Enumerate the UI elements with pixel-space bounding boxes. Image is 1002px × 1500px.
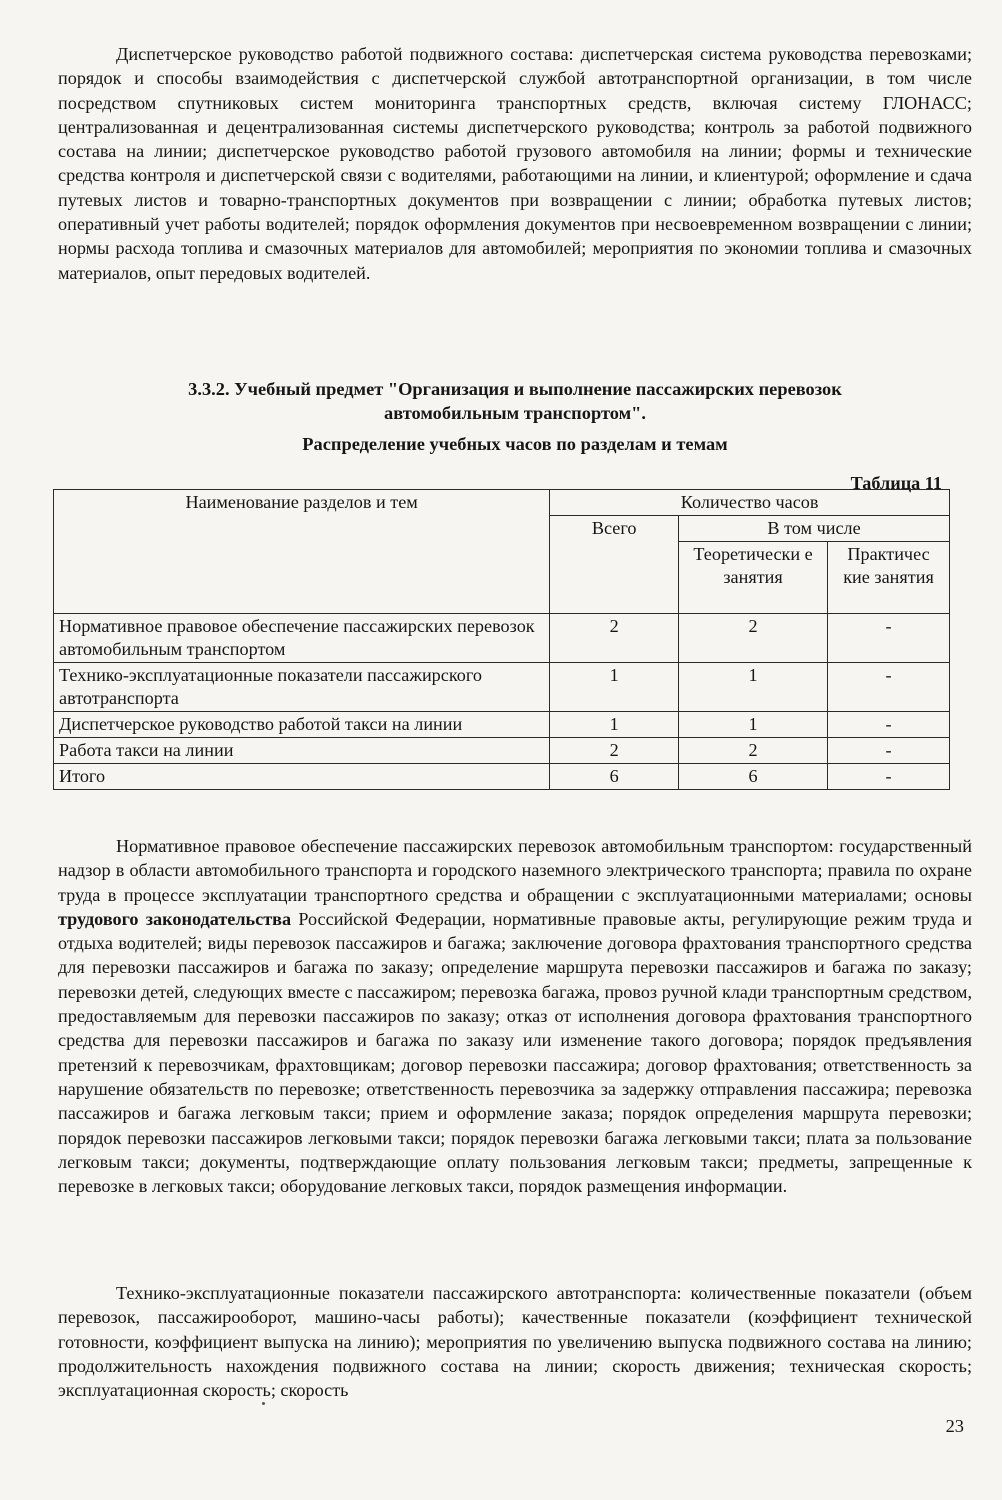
row-name: Итого xyxy=(54,764,550,790)
section-heading-line-1: 3.3.2. Учебный предмет "Организация и выполнение пассажирских перевозок xyxy=(188,379,842,399)
row-name: Технико-эксплуатационные показатели пассажирского автотранспорта xyxy=(54,663,550,712)
table-row xyxy=(54,712,950,738)
row-total: 6 xyxy=(550,764,679,790)
row-total: 2 xyxy=(550,614,679,663)
row-name: Нормативное правовое обеспечение пассажирских перевозок автомобильным транспортом xyxy=(54,614,550,663)
hours-table xyxy=(53,489,950,790)
table-row-total xyxy=(54,764,950,790)
row-theory: 2 xyxy=(679,614,828,663)
header-name: Наименование разделов и тем xyxy=(54,490,550,614)
table-heading: Распределение учебных часов по разделам и темам xyxy=(302,434,728,454)
header-theory: Теоретически е занятия xyxy=(679,542,828,614)
table-row xyxy=(54,614,950,663)
row-total: 2 xyxy=(550,738,679,764)
row-total: 1 xyxy=(550,663,679,712)
row-name: Диспетчерское руководство работой такси на линии xyxy=(54,712,550,738)
paragraph-legal-part-2: Российской Федерации, нормативные правовые акты, регулирующие режим труда и отдыха водителей; виды перевозок пассажиров и багажа; заключение договора фрахтования транспортного средства для перевозки пассажиров и багажа по заказу; определение маршрута перевозки пассажиров и багажа по заказу; перевозки детей, следующих вместе с пассажиром; перевозка багажа, провоз ручной клади транспортным средством, предоставляемым для перевозки пассажиров по заказу; отказ от исполнения договора фрахтования транспортного средства для перевозки пассажиров и багажа по заказу или изменение такого договора; порядок предъявления претензий к перевозчикам, фрахтовщикам; договор перевозки пассажира; договор фрахтования; ответственность за нарушение обязательств по перевозке; ответственность перевозчика за задержку отправления пассажира; перевозка пассажиров и багажа легковым такси; прием и оформление заказа; порядок определения маршрута перевозки; порядок перевозки пассажиров легковыми такси; порядок перевозки багажа легковыми такси; плата за пользование легковым такси; документы, подтверждающие оплату пользования легковым такси; предметы, запрещенные к перевозке в легковых такси; оборудование легковых такси, порядок размещения информации. xyxy=(58,908,973,1197)
row-theory: 2 xyxy=(679,738,828,764)
row-practice: - xyxy=(828,764,950,790)
row-total: 1 xyxy=(550,712,679,738)
row-practice: - xyxy=(828,712,950,738)
paragraph-legal-part-1: Нормативное правовое обеспечение пассажирских перевозок автомобильным транспортом: государственный надзор в области автомобильного транспорта и городского наземного электрического транспорта; правила по охране труда в процессе эксплуатации транспортного средства и обращении с эксплуатационными материалами; основы xyxy=(58,836,972,905)
page-number: 23 xyxy=(945,1416,964,1436)
table-row xyxy=(54,738,950,764)
row-theory: 1 xyxy=(679,712,828,738)
paragraph-legal-bold: трудового законодательства xyxy=(58,908,292,929)
row-practice: - xyxy=(828,614,950,663)
row-theory: 6 xyxy=(679,764,828,790)
paragraph-legal xyxy=(58,834,972,1198)
header-hours: Количество часов xyxy=(550,490,950,516)
header-including: В том числе xyxy=(679,516,950,542)
paragraph-tech-indicators: Технико-эксплуатационные показатели пассажирского автотранспорта: количественные показатели (объем перевозок, пассажирооборот, машино-часы работы); качественные показатели (коэффициент технической готовности, коэффициент выпуска на линию); мероприятия по увеличению выпуска подвижного состава на линию; продолжительность нахождения подвижного состава на линии; скорость движения; техническая скорость; эксплуатационная скорость; скорость xyxy=(58,1283,972,1401)
section-heading xyxy=(58,377,972,425)
row-practice: - xyxy=(828,738,950,764)
paragraph-dispatch: Диспетчерское руководство работой подвижного состава: диспетчерская система руководства перевозками; порядок и способы взаимодействия с диспетчерской службой автотранспортной организации, в том числе посредством спутниковых систем мониторинга транспортных средств, включая систему ГЛОНАСС; централизованная и децентрализованная системы диспетчерского руководства; контроль за работой подвижного состава на линии; диспетчерское руководство работой грузового автомобиля на линии; формы и технические средства контроля и диспетчерской связи с водителями, работающими на линии, и клиентурой; оформление и сдача путевых листов и товарно-транспортных документов при возвращении с линии; обработка путевых листов; оперативный учет работы водителей; порядок оформления документов при несвоевременном возвращении с линии; нормы расхода топлива и смазочных материалов для автомобилей; мероприятия по экономии топлива и смазочных материалов, опыт передовых водителей. xyxy=(58,44,972,283)
section-heading-line-2: автомобильным транспортом". xyxy=(384,403,646,423)
header-practice: Практичес кие занятия xyxy=(828,542,950,614)
row-practice: - xyxy=(828,663,950,712)
scan-speck xyxy=(262,1402,265,1405)
row-theory: 1 xyxy=(679,663,828,712)
table-label: Таблица 11 xyxy=(850,473,942,493)
header-total: Всего xyxy=(550,516,679,614)
row-name: Работа такси на линии xyxy=(54,738,550,764)
table-row xyxy=(54,663,950,712)
